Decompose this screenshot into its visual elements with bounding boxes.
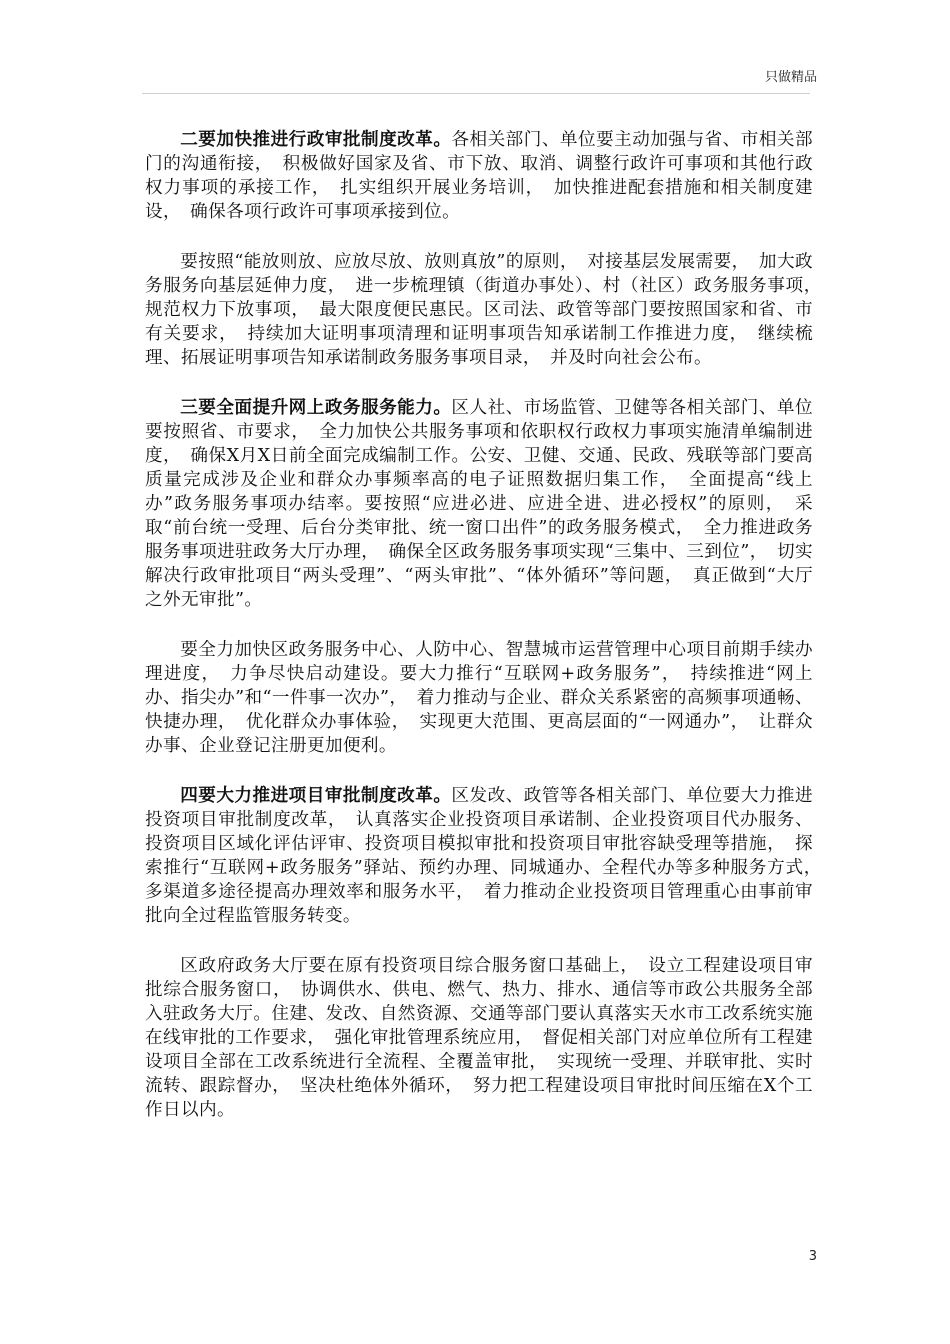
paragraph-decentralization xyxy=(145,250,831,370)
paragraph-text: 区发改、政管等各相关部门、单位要大力推进投资项目审批制度改革， 认真落实企业投资项目承诺制、企业投资项目代办服务、投资项目区域化评估评审、投资项目模拟审批和投资项目审批容缺受理等措施， 探索推行“互联网+政务服务”驿站、预约办理、同城通办、全程代办等多种服务方式， 多渠道多途径提高办理效率和服务水平， 着力推动企业投资项目管理重心由事前审批向全过程监管服务转变。 xyxy=(145,786,831,926)
paragraph-heading: 二要加快推进行政审批制度改革。 xyxy=(180,129,452,150)
paragraph-text: 要按照“能放则放、应放尽放、放则真放”的原则， 对接基层发展需要， 加大政务服务向基层延伸力度， 进一步梳理镇（街道办事处）、村（社区）政务服务事项， 规范权力下放事项， 最大限度便民惠民。区司法、政管等部门要按照国家和省、市有关要求， 持续加大证明事项清理和证明事项告知承诺制工作推进力度， 继续梳理、拓展证明事项告知承诺制政务服务事项目录， 并及时向社会公布。 xyxy=(145,252,831,368)
paragraph-service-center xyxy=(145,638,813,758)
paragraph-heading: 三要全面提升网上政务服务能力。 xyxy=(180,397,452,418)
page-number: 3 xyxy=(808,1249,817,1264)
paragraph-project-approval xyxy=(145,784,831,928)
paragraph-text: 区人社、市场监管、卫健等各相关部门、单位要按照省、市要求， 全力加快公共服务事项和依职权行政权力事项实施清单编制进度， 确保X月X日前全面完成编制工作。公安、卫健、交通、民政、残联等部门要高质量完成涉及企业和群众办事频率高的电子证照数据归集工作， 全面提高“线上办”政务服务事项办结率。要按照“应进必进、应进全进、进必授权”的原则， 采取“前台统一受理、后台分类审批、统一窗口出件”的政务服务模式， 全力推进政务服务事项进驻政务大厅办理， 确保全区政务服务事项实现“三集中、三到位”， 切实解决行政审批项目“两头受理”、“两头审批”、“体外循环”等问题， 真正做到“大厅之外无审批”。 xyxy=(145,398,813,610)
paragraph-text: 各相关部门、单位要主动加强与省、市相关部门的沟通衔接， 积极做好国家及省、市下放、取消、调整行政许可事项和其他行政权力事项的承接工作， 扎实组织开展业务培训， 加快推进配套措施和相关制度建设， 确保各项行政许可事项承接到位。 xyxy=(145,130,813,222)
paragraph-online-services xyxy=(145,396,813,612)
paragraph-text: 区政府政务大厅要在原有投资项目综合服务窗口基础上， 设立工程建设项目审批综合服务窗口， 协调供水、供电、燃气、热力、排水、通信等市政公共服务全部入驻政务大厅。住建、发改、自然资源、交通等部门要认真落实天水市工改系统实施在线审批的工作要求， 强化审批管理系统应用， 督促相关部门对应单位所有工程建设项目全部在工改系统进行全流程、全覆盖审批， 实现统一受理、并联审批、实时流转、跟踪督办， 坚决杜绝体外循环， 努力把工程建设项目审批时间压缩在X个工作日以内。 xyxy=(145,956,813,1120)
header-note: 只做精品 xyxy=(764,70,817,85)
paragraph-heading: 四要大力推进项目审批制度改革。 xyxy=(180,785,452,806)
document-body xyxy=(145,128,831,1148)
paragraph-text: 要全力加快区政务服务中心、人防中心、智慧城市运营管理中心项目前期手续办理进度， 力争尽快启动建设。要大力推行“互联网+政务服务”， 持续推进“网上办、指尖办”和“一件事一次办”， 着力推动与企业、群众关系紧密的高频事项通畅、快捷办理， 优化群众办事体验， 实现更大范围、更高层面的“一网通办”， 让群众办事、企业登记注册更加便利。 xyxy=(145,640,813,756)
paragraph-approval-reform xyxy=(145,128,813,224)
paragraph-engineering-window xyxy=(145,954,813,1122)
header-divider xyxy=(142,93,810,94)
